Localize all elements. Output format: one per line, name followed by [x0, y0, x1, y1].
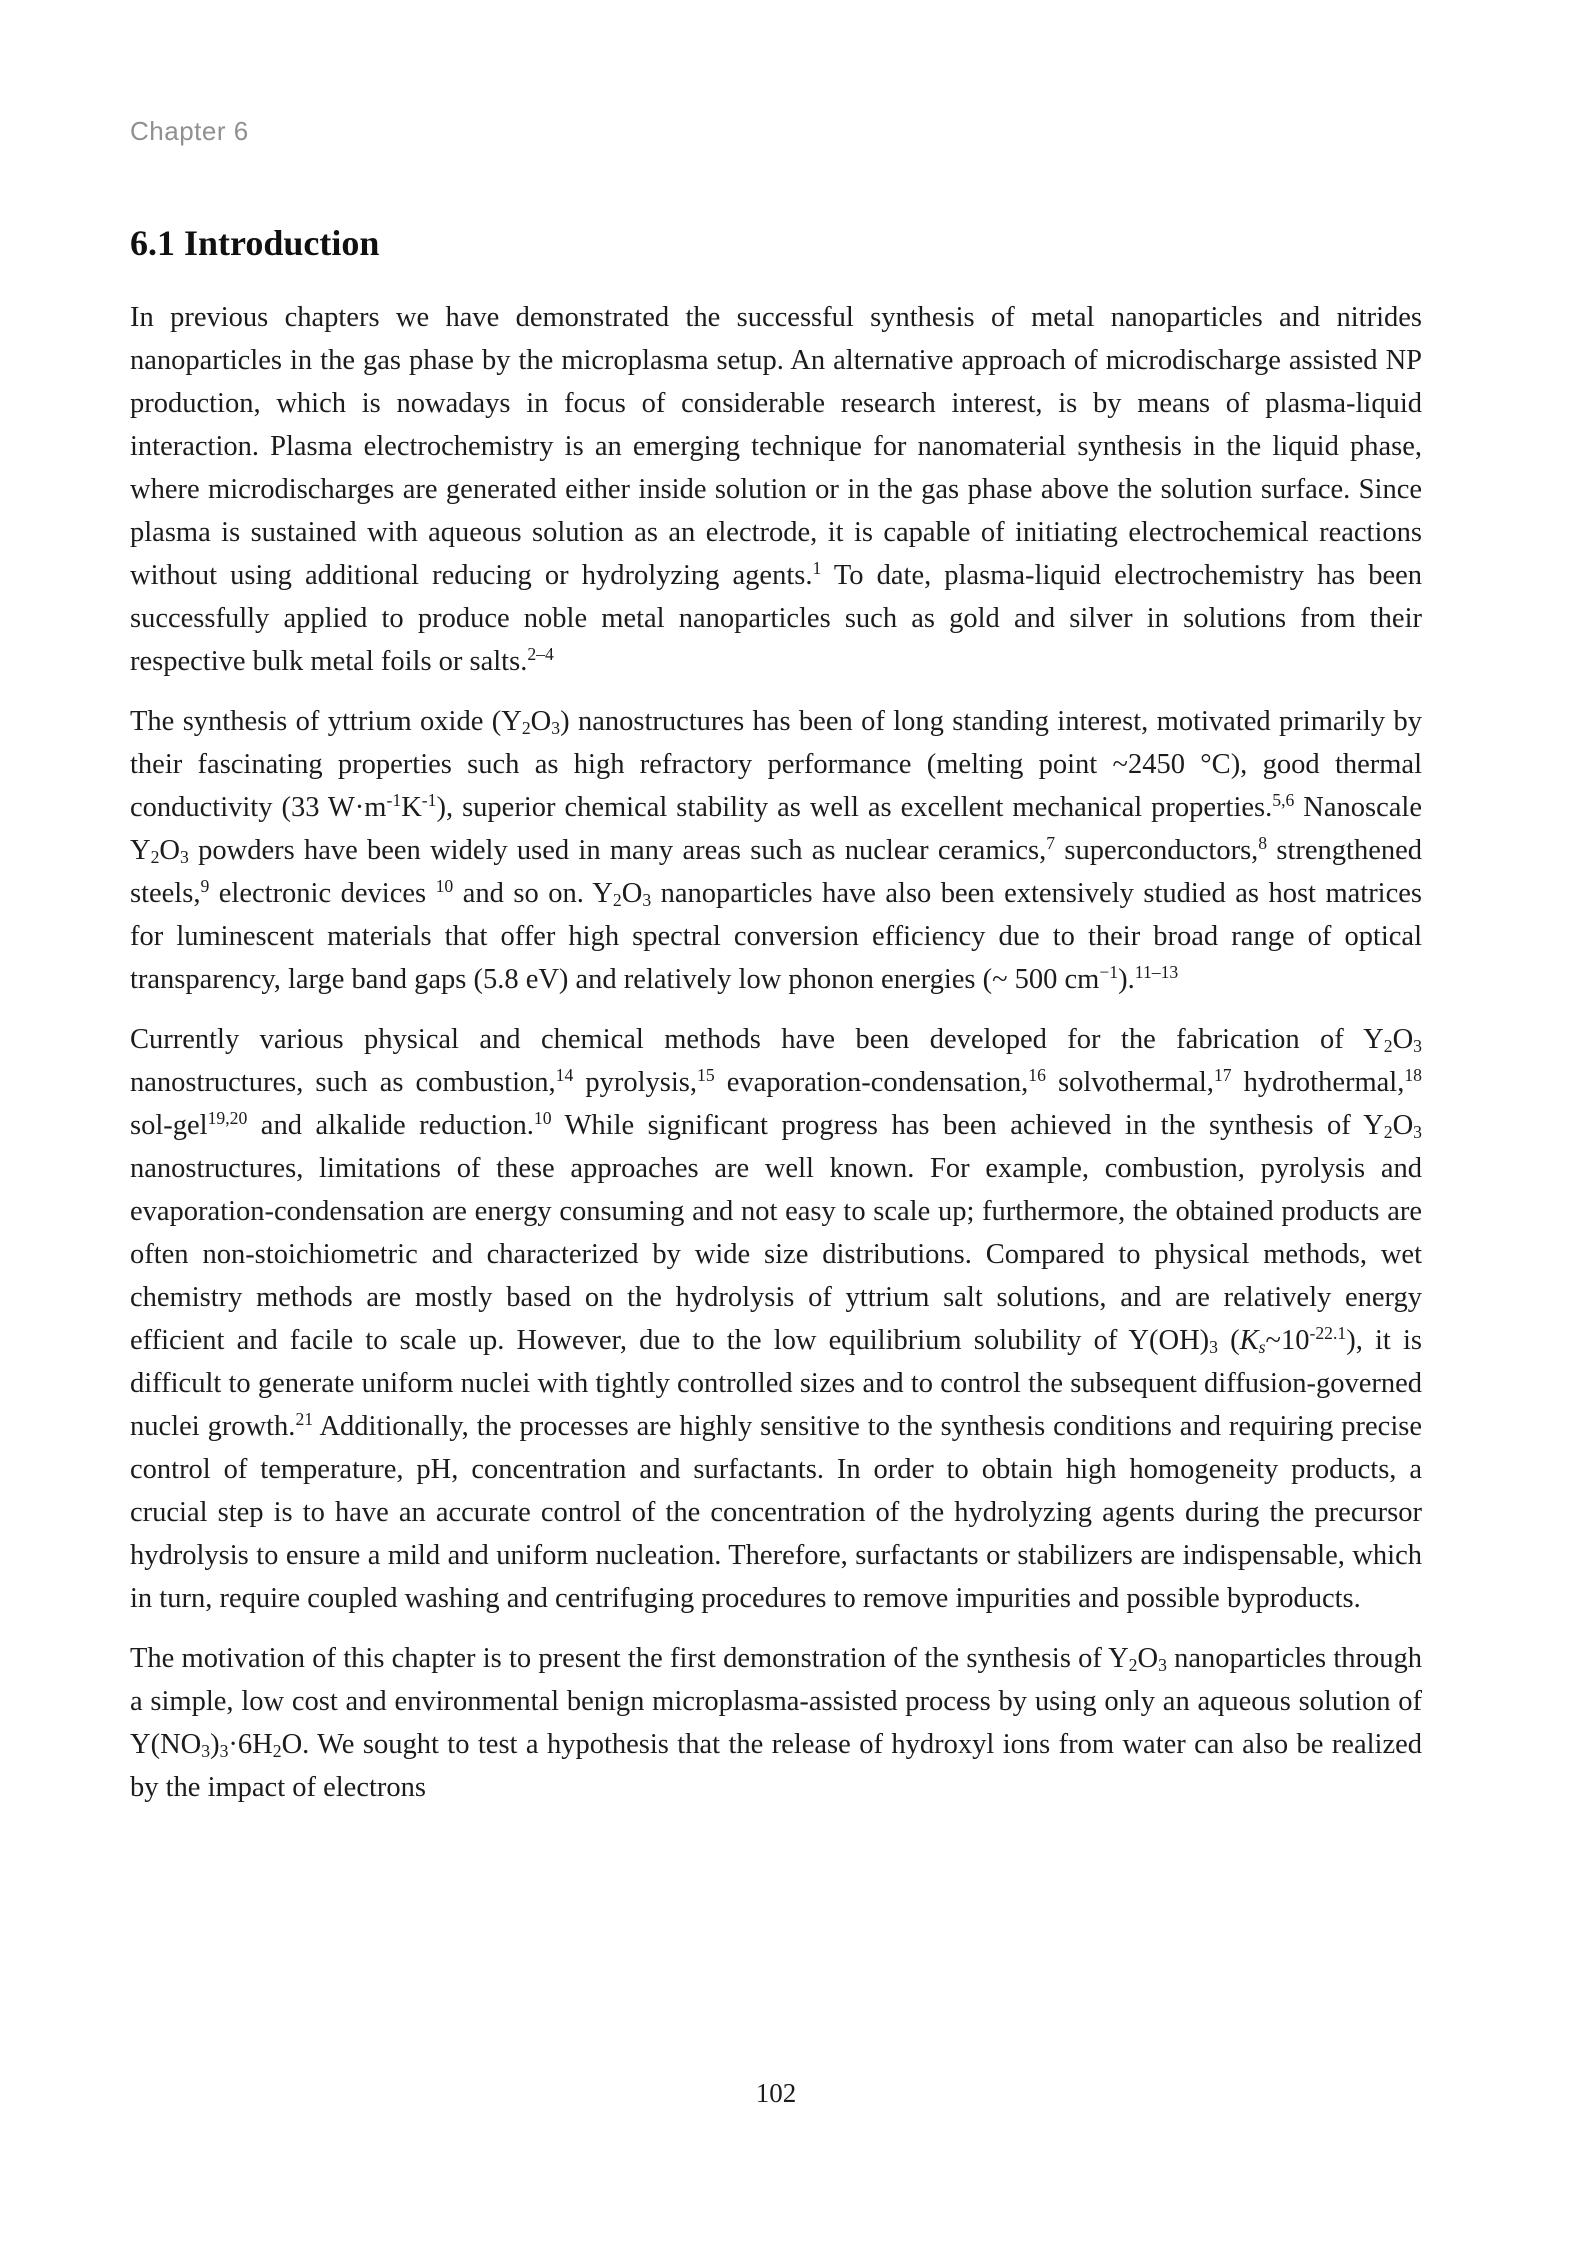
text-run: O	[1137, 1643, 1159, 1674]
text-run: electronic devices	[209, 878, 436, 909]
subscript: 2	[150, 846, 160, 867]
text-run: Nanoscale Y	[130, 792, 1422, 866]
superscript-citation: 14	[555, 1065, 574, 1086]
superscript-citation: 19,20	[207, 1108, 248, 1129]
paragraph	[130, 700, 1422, 1001]
article-body	[130, 296, 1422, 1809]
superscript-citation: 9	[200, 876, 210, 897]
subscript: 3	[551, 717, 561, 738]
text-run: The synthesis of yttrium oxide (Y	[130, 706, 522, 737]
subscript: 3	[219, 1740, 229, 1761]
superscript-citation: 1	[812, 558, 822, 579]
text-run: ) nanostructures has been of long standing interest, motivated primarily by their fascinating properties such as high refractory performance (melting point ~2450 °C), good thermal conductivity (33 W·m	[130, 706, 1422, 823]
section-heading: 6.1 Introduction	[130, 223, 380, 263]
text-run: K	[401, 792, 422, 823]
page-number: 102	[755, 2078, 797, 2108]
text-run: ~10	[1265, 1325, 1310, 1356]
text-run: strengthened steels,	[130, 835, 1423, 909]
text-run: O	[1392, 1024, 1414, 1055]
superscript-citation: 17	[1213, 1065, 1232, 1086]
subscript: 3	[1413, 1035, 1422, 1056]
text-run: O. We sought to test a hypothesis that the release of hydroxyl ions from water can also be realized by the impact of electrons	[130, 1729, 1422, 1803]
text-run: pyrolysis,	[573, 1067, 698, 1098]
text-run: nanostructures, limitations of these approaches are well known. For example, combustion, pyrolysis and evaporation-condensation are energy consuming and not easy to scale up; furthermore, the obtained products are often non-stoichiometric and characterized by wide size distributions. Compared to physical methods, wet chemistry methods are mostly based on the hydrolysis of yttrium salt solutions, and are relatively energy efficient and facile to scale up. However, due to the low equilibrium solubility of Y(OH)	[130, 1153, 1422, 1356]
text-run: evaporation-condensation,	[714, 1067, 1029, 1098]
paragraph	[130, 296, 1422, 683]
subscript: 2	[1383, 1035, 1393, 1056]
text-run: and alkalide reduction.	[247, 1110, 534, 1141]
superscript-citation: -1	[386, 790, 402, 811]
text-run: In previous chapters we have demonstrated the successful synthesis of metal nanoparticles and nitrides nanoparticles in the gas phase by the microplasma setup. An alternative approach of microdischarge assisted NP production, which is nowadays in focus of considerable research interest, is by means of plasma-liquid interaction. Plasma electrochemistry is an emerging technique for nanomaterial synthesis in the liquid phase, where microdischarges are generated either inside solution or in the gas phase above the solution surface. Since plasma is sustained with aqueous solution as an electrode, it is capable of initiating electrochemical reactions without using additional reducing or hydrolyzing agents.	[130, 302, 1422, 591]
subscript: 2	[272, 1740, 282, 1761]
text-run: ), it is difficult to generate uniform nuclei with tightly controlled sizes and to control the subsequent diffusion-governed nuclei growth.	[130, 1325, 1423, 1442]
text-run: (	[1217, 1325, 1240, 1356]
superscript-citation: 8	[1258, 833, 1268, 854]
text-run: To date, plasma-liquid electrochemistry has been successfully applied to produce noble metal nanoparticles such as gold and silver in solutions from their respective bulk metal foils or salts.	[130, 560, 1422, 677]
subscript: 2	[1128, 1654, 1138, 1675]
subscript: 3	[201, 1740, 211, 1761]
text-run: ·6H	[228, 1729, 273, 1760]
text-run: O	[621, 878, 643, 909]
superscript-citation: -22.1	[1309, 1323, 1347, 1344]
text-run: solvothermal,	[1045, 1067, 1214, 1098]
text-run: nanoparticles through a simple, low cost and environmental benign microplasma-assisted process by using only an aqueous solution of Y(NO	[130, 1643, 1422, 1760]
text-run: ), superior chemical stability as well as excellent mechanical properties.	[436, 792, 1273, 823]
text-run: Currently various physical and chemical methods have been developed for the fabrication of Y	[130, 1024, 1384, 1055]
subscript: 3	[642, 889, 652, 910]
superscript-citation: 5,6	[1272, 790, 1295, 811]
superscript-citation: 16	[1028, 1065, 1046, 1086]
superscript-citation: -1	[421, 790, 437, 811]
paragraph	[130, 1637, 1422, 1809]
text-run: O	[159, 835, 181, 866]
text-run: nanostructures, such as combustion,	[130, 1067, 556, 1098]
text-run: O	[530, 706, 552, 737]
text-run: powders have been widely used in many areas such as nuclear ceramics,	[188, 835, 1047, 866]
superscript-citation: 18	[1404, 1065, 1422, 1086]
subscript: 3	[1209, 1336, 1218, 1357]
text-run: ).	[1118, 964, 1135, 995]
italic-symbol: K	[1239, 1325, 1259, 1356]
text-run: )	[210, 1729, 220, 1760]
subscript: 3	[180, 846, 189, 867]
subscript: 2	[521, 717, 531, 738]
text-run: sol-gel	[130, 1110, 208, 1141]
paragraph	[130, 1018, 1422, 1620]
running-header: Chapter 6	[130, 116, 249, 146]
text-run: superconductors,	[1055, 835, 1259, 866]
subscript: 2	[1383, 1121, 1393, 1142]
text-run: While significant progress has been achieved in the synthesis of Y	[551, 1110, 1384, 1141]
text-run: nanoparticles have also been extensively studied as host matrices for luminescent materials that offer high spectral conversion efficiency due to their broad range of optical transparency, large band gaps (5.8 eV) and relatively low phonon energies (~ 500 cm	[130, 878, 1422, 995]
text-run: Additionally, the processes are highly sensitive to the synthesis conditions and requiring precise control of temperature, pH, concentration and surfactants. In order to obtain high homogeneity products, a crucial step is to have an accurate control of the concentration of the hydrolyzing agents during the precursor hydrolysis to ensure a mild and uniform nucleation. Therefore, surfactants or stabilizers are indispensable, which in turn, require coupled washing and centrifuging procedures to remove impurities and possible byproducts.	[130, 1411, 1422, 1614]
superscript-citation: −1	[1099, 962, 1119, 983]
subscript: 3	[1158, 1654, 1167, 1675]
superscript-citation: 11–13	[1134, 962, 1179, 983]
superscript-citation: 2–4	[527, 644, 554, 665]
superscript-citation: 7	[1046, 833, 1056, 854]
subscript: 2	[612, 889, 622, 910]
superscript-citation: 15	[697, 1065, 715, 1086]
text-run: hydrothermal,	[1231, 1067, 1405, 1098]
text-run: O	[1392, 1110, 1414, 1141]
subscript: 3	[1413, 1121, 1422, 1142]
superscript-citation: 10	[435, 876, 454, 897]
text-run: and so on. Y	[453, 878, 613, 909]
text-run: The motivation of this chapter is to present the first demonstration of the synthesis of Y	[130, 1643, 1129, 1674]
superscript-citation: 21	[295, 1409, 314, 1430]
italic-subscript: s	[1258, 1336, 1266, 1357]
superscript-citation: 10	[533, 1108, 552, 1129]
